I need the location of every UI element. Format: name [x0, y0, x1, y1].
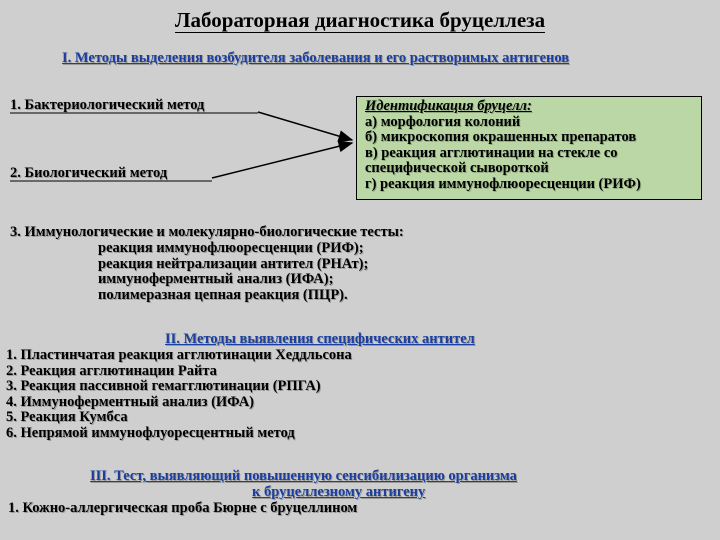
identification-item: б) микроскопия окрашенных препаратов [365, 129, 637, 145]
antibody-method-item: 2. Реакция агглютинации Райта [6, 362, 217, 379]
skin-test-item: 1. Кожно-аллергическая проба Бюрне с бруцеллином [8, 500, 358, 516]
arrow-from-bacteriological [258, 112, 352, 140]
method-biological: 2. Биологический метод [10, 165, 168, 181]
identification-item: специфической сывороткой [365, 160, 549, 176]
antibody-method-item: 5. Реакция Кумбса [6, 409, 128, 425]
method-immunological: 3. Иммунологические и молекулярно-биологические тесты: [10, 224, 404, 240]
test-item: реакция иммунофлюоресценции (РИФ); [98, 240, 364, 256]
antibody-methods-list [6, 348, 352, 441]
page-title: Лабораторная диагностика бруцеллеза [174, 8, 546, 32]
identification-item: в) реакция агглютинации на стекле со [365, 144, 618, 161]
identification-box [356, 96, 702, 200]
test-item: иммуноферментный анализ (ИФА); [98, 271, 334, 287]
arrow-from-biological [212, 143, 352, 178]
test-item: полимеразная цепная реакция (ПЦР). [98, 286, 348, 303]
antibody-method-item: 1. Пластинчатая реакция агглютинации Хеддльсона [6, 347, 352, 363]
antibody-method-item: 4. Иммуноферментный анализ (ИФА) [6, 393, 255, 410]
identification-item: а) морфология колоний [365, 113, 521, 130]
identification-item: г) реакция иммунофлюоресценции (РИФ) [365, 175, 641, 192]
section3-heading-line1: III. Тест, выявляющий повышенную сенсибилизацию организма [90, 468, 517, 484]
section3-heading-line2: к бруцеллезному антигену [252, 484, 426, 500]
section1-heading: I. Методы выделения возбудителя заболевания и его растворимых антигенов [62, 50, 570, 66]
section2-heading: II. Методы выявления специфических антител [165, 331, 475, 347]
antibody-method-item: 6. Непрямой иммунофлуоресцентный метод [6, 424, 295, 441]
tests-list [98, 241, 368, 303]
antibody-method-item: 3. Реакция пассивной гемагглютинации (РПГА) [6, 378, 321, 394]
identification-title: Идентификация бруцелл: [365, 98, 532, 114]
method-bacteriological: 1. Бактериологический метод [10, 97, 205, 113]
test-item: реакция нейтрализации антител (РНАт); [98, 255, 369, 272]
